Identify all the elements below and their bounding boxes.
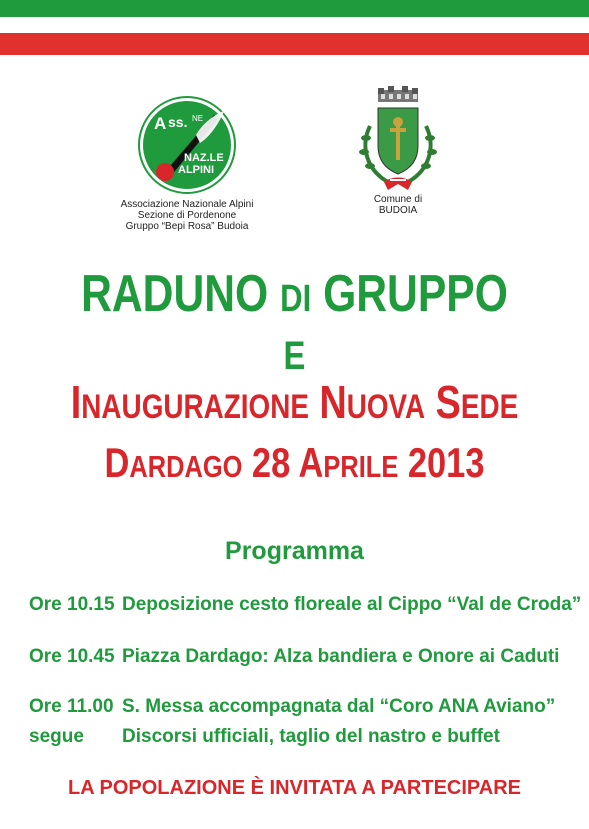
title-date — [53, 440, 536, 490]
comune-caption-line1: Comune di — [373, 194, 423, 205]
comune-logo-block — [343, 86, 453, 216]
programma-heading: Programma — [225, 537, 364, 565]
title-inaugurazione-initial: I — [70, 376, 82, 428]
flag-band-green — [0, 0, 589, 17]
title-raduno-di-gruppo — [53, 266, 536, 327]
programma-time: segue — [29, 726, 84, 747]
comune-caption-line2: BUDOIA — [378, 205, 418, 216]
ana-logo-icon — [134, 95, 240, 195]
programma-text: Deposizione cesto floreale al Cippo “Val de Croda” — [122, 594, 582, 615]
title-di: DI — [280, 278, 312, 320]
svg-text:NAZ.LE: NAZ.LE — [184, 152, 224, 164]
title-gruppo: GRUPPO — [323, 265, 508, 323]
title-inaugurazione-nuova-sede — [53, 376, 536, 433]
programma-time: Ore 10.15 — [29, 594, 115, 615]
svg-text:NE: NE — [192, 114, 204, 123]
programma-text: S. Messa accompagnata dal “Coro ANA Aviano” — [122, 696, 556, 717]
programma-item — [29, 726, 500, 748]
programma-item — [29, 594, 581, 616]
programma-text: Piazza Dardago: Alza bandiera e Onore ai Caduti — [122, 646, 560, 667]
comune-crest-icon — [352, 86, 444, 196]
title-dardago-rest: ARDAGO — [129, 449, 243, 484]
ana-logo-block — [92, 95, 282, 232]
title-sede-rest: EDE — [460, 388, 519, 426]
programma-text: Discorsi ufficiali, taglio del nastro e buffet — [122, 726, 500, 747]
footer-invitation: LA POPOLAZIONE È INVITATA A PARTECIPARE — [68, 777, 521, 799]
title-aprile-rest: PRILE — [323, 449, 399, 484]
ana-caption-line3: Gruppo “Bepi Rosa” Budoia — [125, 221, 249, 232]
title-inaugurazione-rest: NAUGURAZIONE — [81, 388, 309, 426]
title-sede-initial: S — [435, 376, 461, 428]
svg-text:ss.: ss. — [168, 114, 188, 130]
programma-time: Ore 11.00 — [29, 696, 114, 717]
ana-caption-line2: Sezione di Pordenone — [137, 210, 237, 221]
svg-text:ALPINI: ALPINI — [178, 164, 215, 176]
programma-time: Ore 10.45 — [29, 646, 115, 667]
title-nuova-rest: UOVA — [346, 388, 426, 426]
ana-caption-line1: Associazione Nazionale Alpini — [120, 199, 254, 210]
programma-item — [29, 696, 555, 718]
title-day: 28 — [251, 439, 291, 486]
svg-text:A: A — [154, 114, 167, 133]
title-raduno: RADUNO — [81, 265, 269, 323]
title-aprile-initial: A — [298, 439, 324, 486]
title-year: 2013 — [407, 439, 485, 486]
flag-band-red — [0, 33, 589, 55]
title-dardago-initial: D — [104, 439, 130, 486]
title-nuova-initial: N — [319, 376, 347, 428]
programma-item — [29, 646, 559, 668]
title-e: E — [283, 334, 306, 378]
